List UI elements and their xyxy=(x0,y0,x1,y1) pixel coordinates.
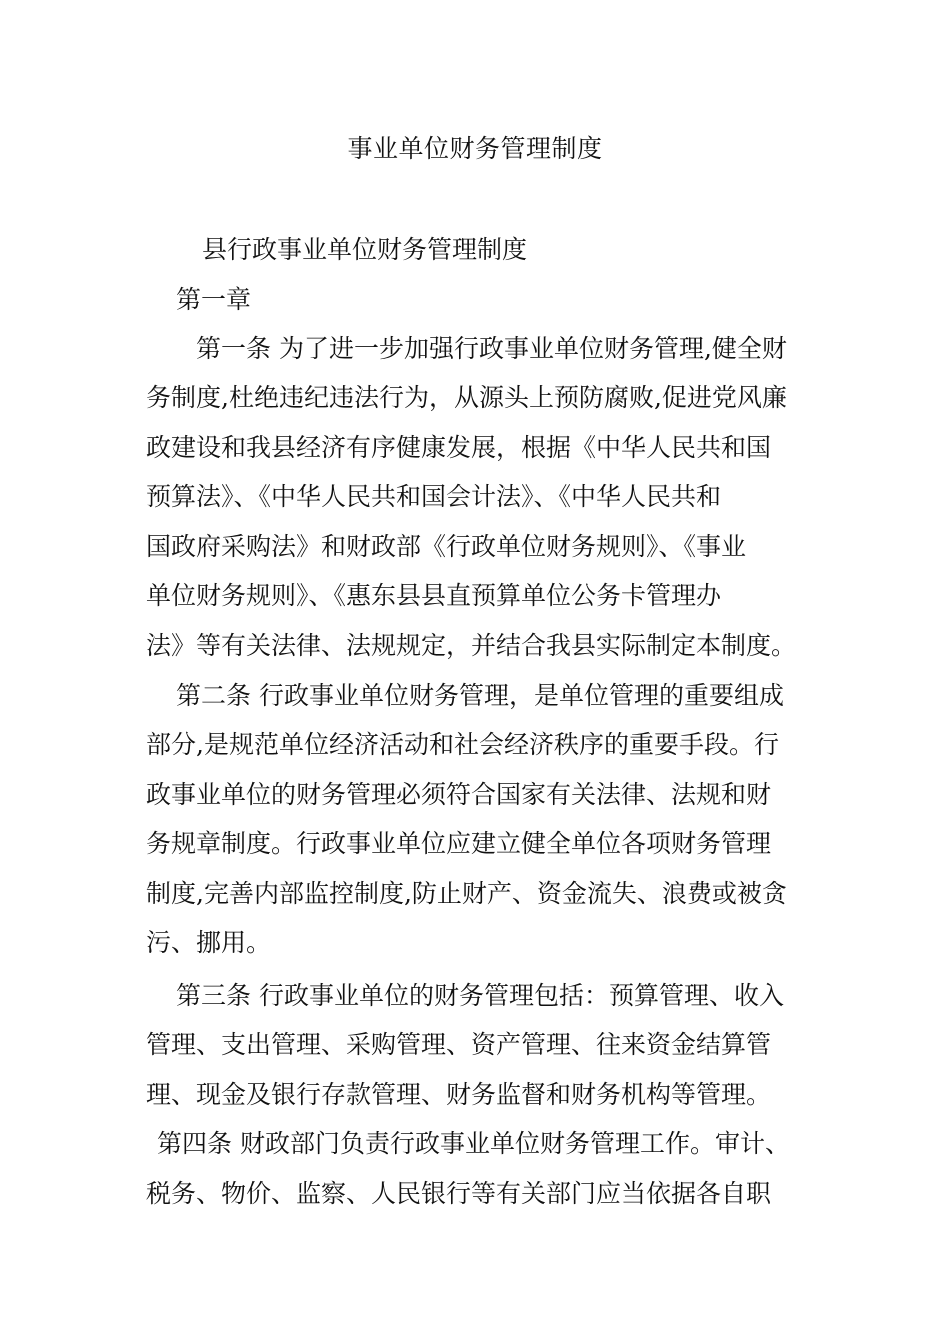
document-title: 事业单位财务管理制度 xyxy=(347,134,603,163)
article-3-line-1: 第三条 行政事业单位的财务管理包括：预算管理、收入 xyxy=(176,981,784,1010)
article-1-line-2: 务制度,杜绝违纪违法行为，从源头上预防腐败,促进党风廉 xyxy=(146,383,787,412)
article-1-line-1: 第一条 为了进一步加强行政事业单位财务管理,健全财 xyxy=(196,334,787,363)
article-3-line-3: 理、现金及银行存款管理、财务监督和财务机构等管理。 xyxy=(146,1080,772,1109)
article-2-line-4: 务规章制度。行政事业单位应建立健全单位各项财务管理 xyxy=(146,829,772,858)
article-2-line-6: 污、挪用。 xyxy=(146,928,272,957)
article-1-line-5: 国政府采购法》和财政部《行政单位财务规则》、《事业 xyxy=(146,532,747,561)
article-2-line-3: 政事业单位的财务管理必须符合国家有关法律、法规和财 xyxy=(146,780,772,809)
article-1-line-4: 预算法》、《中华人民共和国会计法》、《中华人民共和 xyxy=(146,482,722,511)
article-1-line-7: 法》等有关法律、法规规定，并结合我县实际制定本制度。 xyxy=(146,631,797,660)
article-2-line-5: 制度,完善内部监控制度,防止财产、资金流失、浪费或被贪 xyxy=(146,879,787,908)
document-subtitle: 县行政事业单位财务管理制度 xyxy=(202,235,528,264)
article-2-line-2: 部分,是规范单位经济活动和社会经济秩序的重要手段。行 xyxy=(146,730,779,759)
article-3-line-2: 管理、支出管理、采购管理、资产管理、往来资金结算管 xyxy=(146,1030,772,1059)
article-1-line-6: 单位财务规则》、《惠东县县直预算单位公务卡管理办 xyxy=(146,581,722,610)
article-2-line-1: 第二条 行政事业单位财务管理，是单位管理的重要组成 xyxy=(176,681,784,710)
chapter-heading: 第一章 xyxy=(176,285,252,314)
article-1-line-3: 政建设和我县经济有序健康发展，根据《中华人民共和国 xyxy=(146,433,772,462)
article-4-line-1: 第四条 财政部门负责行政事业单位财务管理工作。审计、 xyxy=(157,1129,790,1158)
article-4-line-2: 税务、物价、监察、人民银行等有关部门应当依据各自职 xyxy=(146,1179,772,1208)
